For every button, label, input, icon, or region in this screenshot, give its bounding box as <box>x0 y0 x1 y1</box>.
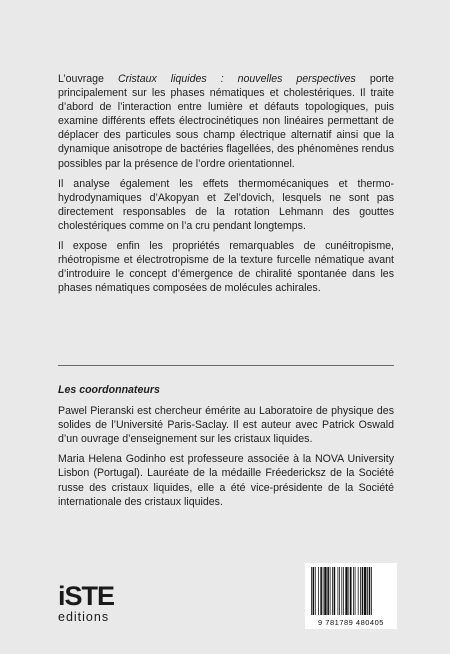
barcode-bar <box>338 567 339 615</box>
book-summary <box>58 72 394 301</box>
barcode-bar <box>367 567 368 615</box>
barcode-bar <box>315 567 316 615</box>
barcode-bar <box>358 567 359 615</box>
barcode-bars <box>309 567 393 615</box>
barcode-bar <box>324 567 326 615</box>
barcode-bar <box>348 567 349 615</box>
barcode-bar <box>311 567 312 615</box>
summary-text-rest: porte principalement sur les phases nématiques et cholestériques. Il traite d’abord de l’interaction entre lumière et défauts topologiques, puis examine différents effets électrocinétiques non linéaires permettant de déplacer des particules sous champ électrique alternatif ainsi que la dynamique anisotrope de bactéries flagellées, des phénomènes rendus possibles par la présence de l’ordre orientationnel. <box>58 73 394 170</box>
barcode-bar <box>345 567 347 615</box>
barcode-bar <box>327 567 329 615</box>
barcode-bar <box>318 567 319 615</box>
coordinator-bio-pieranski: Pawel Pieranski est chercheur émérite au Laboratoire de physique des solides de l’Université Paris-Saclay. Il est auteur avec Patrick Oswald d’un ouvrage d’enseignement sur les cristaux liquides. <box>58 405 394 446</box>
book-title-italic: Cristaux liquides : nouvelles perspectives <box>117 73 356 85</box>
barcode-bar <box>353 567 354 615</box>
summary-paragraph-1 <box>58 72 394 171</box>
barcode-bar <box>371 567 372 615</box>
barcode-bar <box>339 567 340 615</box>
isbn-number: 9 781789 480405 <box>318 618 384 627</box>
summary-paragraph-3: Il expose enfin les propriétés remarquables de cunéitropisme, rhéotropisme et électrotropisme de la texture furcelle nématique avant d’introduire le concept d’émergence de chiralité spontanée dans les phases nématiques composées de molécules achirales. <box>58 240 394 295</box>
barcode-bar <box>323 567 324 615</box>
barcode-bar <box>320 567 322 615</box>
summary-paragraph-2: Il analyse également les effets thermomécaniques et thermo-hydrodynamiques d’Akopyan et Zel’dovich, lesquels ne sont pas directement responsables de la rotation Lehmann des gouttes cholestériques comme on l’a cru pendant longtemps. <box>58 177 394 232</box>
barcode-bar <box>341 567 342 615</box>
coordinator-bio-godinho: Maria Helena Godinho est professeure associée à la NOVA University Lisbon (Portugal). Lauréate de la médaille Fréedericksz de la Société russe des cristaux liquides, elle a été vice-présidente de la Société internationale des cristaux liquides. <box>58 453 394 508</box>
barcode-bar <box>332 567 333 615</box>
barcode-bar <box>355 567 356 615</box>
barcode-bar <box>360 567 361 615</box>
barcode-bar <box>369 567 371 615</box>
barcode-bar <box>364 567 366 615</box>
coordinators-section <box>58 383 394 515</box>
barcode-bar <box>334 567 336 615</box>
logo-subtitle: editions <box>58 610 110 624</box>
logo-wordmark: iSTE <box>58 581 115 611</box>
isbn-barcode <box>305 563 397 629</box>
coordinators-heading: Les coordonnateurs <box>58 384 160 396</box>
barcode-bar <box>343 567 344 615</box>
barcode-bar <box>350 567 352 615</box>
barcode-bar <box>330 567 331 615</box>
barcode-bar <box>313 567 315 615</box>
iste-editions-logo <box>58 583 150 629</box>
summary-text-lead: L’ouvrage <box>58 73 118 85</box>
section-divider <box>58 365 394 366</box>
barcode-bar <box>362 567 364 615</box>
